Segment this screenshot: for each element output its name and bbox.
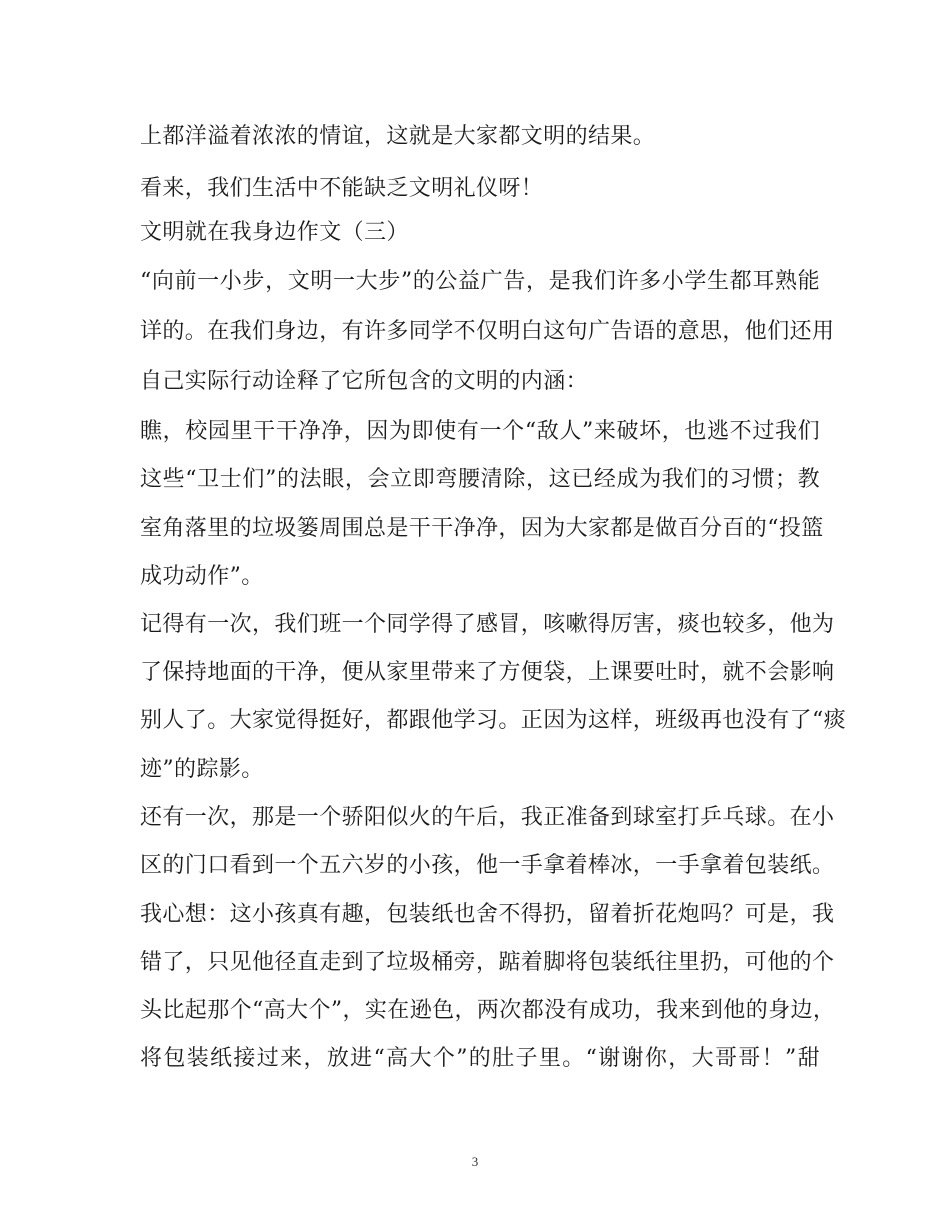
text-line: 记得有一次，我们班一个同学得了感冒，咳嗽得厉害，痰也较多，他为 — [140, 612, 835, 637]
text-line: 错了，只见他径直走到了垃圾桶旁，踮着脚将包装纸往里扔，可他的个 — [140, 950, 835, 975]
text-line: 上都洋溢着浓浓的情谊，这就是大家都文明的结果。 — [140, 124, 656, 149]
text-line: 室角落里的垃圾篓周围总是干干净净，因为大家都是做百分百的“投篮 — [140, 516, 824, 541]
text-line: 别人了。大家觉得挺好，都跟他学习。正因为这样，班级再也没有了“痰 — [140, 708, 847, 733]
text-line: 我心想：这小孩真有趣，包装纸也舍不得扔，留着折花炮吗？可是，我 — [140, 902, 835, 927]
text-line: “向前一小步，文明一大步”的公益广告，是我们许多小学生都耳熟能 — [140, 269, 820, 294]
section-heading: 文明就在我身边作文（三） — [140, 220, 409, 245]
text-line: 这些“卫士们”的法眼，会立即弯腰清除，这已经成为我们的习惯；教 — [140, 467, 820, 492]
text-line: 头比起那个“高大个”，实在逊色，两次都没有成功，我来到他的身边， — [140, 998, 836, 1023]
text-line: 自己实际行动诠释了它所包含的文明的内涵： — [140, 369, 589, 394]
text-line: 了保持地面的干净，便从家里带来了方便袋，上课要吐时，就不会影响 — [140, 660, 835, 685]
text-line: 看来，我们生活中不能缺乏文明礼仪呀！ — [140, 176, 544, 201]
text-line: 还有一次，那是一个骄阳似火的午后，我正准备到球室打乒乓球。在小 — [140, 805, 835, 830]
text-line: 瞧，校园里干干净净，因为即使有一个“敌人”来破坏，也逃不过我们 — [140, 419, 820, 444]
text-line: 成功动作”。 — [140, 564, 264, 589]
text-line: 区的门口看到一个五六岁的小孩，他一手拿着棒冰，一手拿着包装纸。 — [140, 853, 835, 878]
text-line: 将包装纸接过来，放进“高大个”的肚子里。“谢谢你，大哥哥！”甜 — [140, 1046, 820, 1071]
text-line: 详的。在我们身边，有许多同学不仅明白这句广告语的意思，他们还用 — [140, 319, 835, 344]
text-line: 迹”的踪影。 — [140, 757, 264, 782]
page-number: 3 — [471, 1154, 479, 1169]
